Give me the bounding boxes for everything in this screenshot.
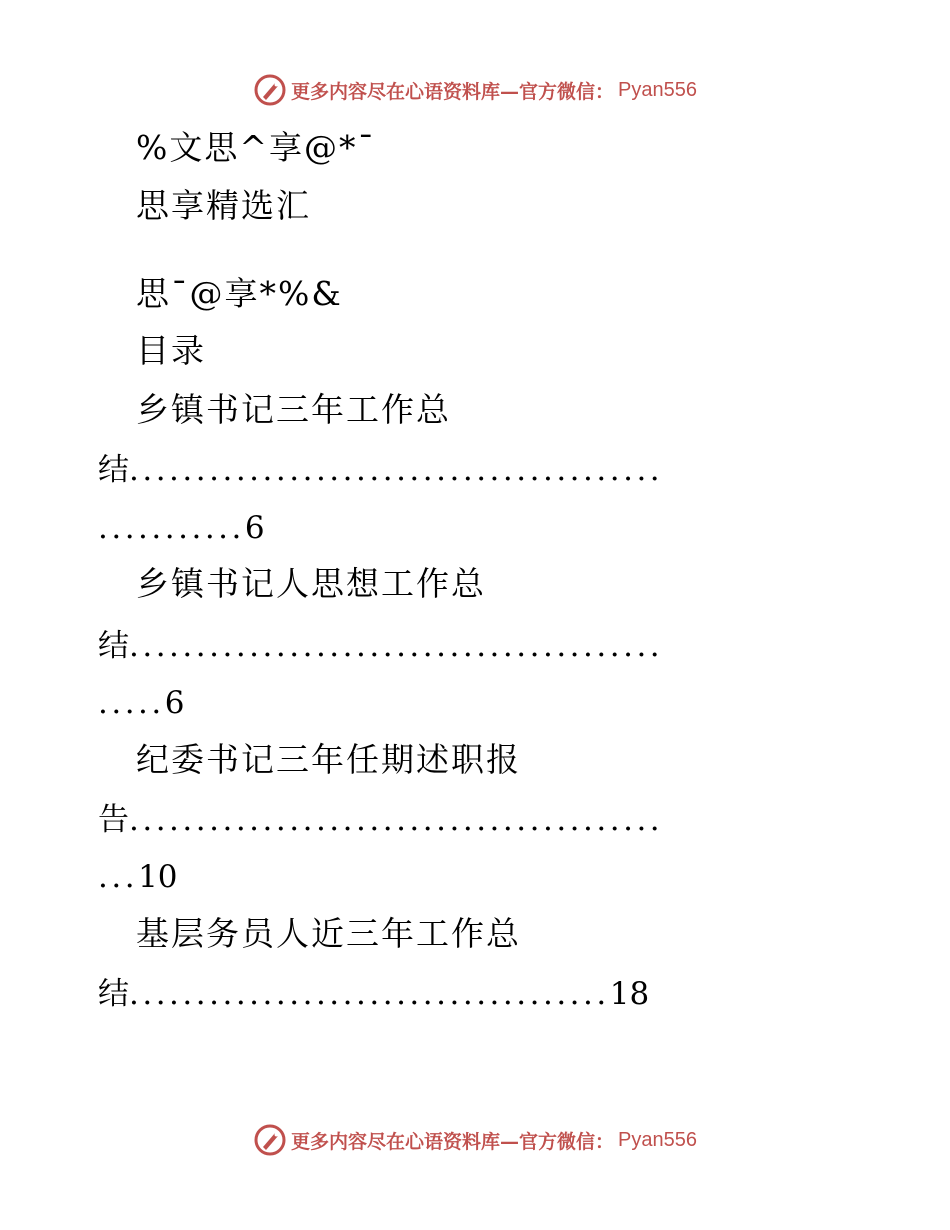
toc-entry-2-dots: ........................................	[129, 628, 664, 664]
header-line-1: %文思^享@*¯	[136, 128, 377, 167]
toc-entry-1-lead: 结	[98, 452, 129, 488]
toc-entry-3-leader-line	[98, 800, 848, 840]
toc-entry-2-lead: 结	[98, 628, 129, 664]
toc-entry-3-page-line	[98, 857, 848, 897]
toc-entry-3-dots: ........................................	[129, 802, 664, 838]
toc-entry-2-page-line	[98, 683, 848, 723]
toc-entry-4-title: 基层务员人近三年工作总	[136, 914, 521, 953]
toc-entry-3-lead: 告	[98, 802, 129, 838]
watermark-text-cn: 更多内容尽在心语资料库—官方微信：	[291, 80, 615, 103]
toc-entry-1-dots: ........................................	[129, 452, 664, 488]
toc-heading: 目录	[136, 331, 206, 370]
toc-entry-2-title: 乡镇书记人思想工作总	[136, 564, 486, 603]
toc-entry-1-leader-line	[98, 450, 848, 490]
toc-entry-1-page: 6	[244, 510, 265, 546]
toc-entry-2-dots-cont: .....	[98, 685, 165, 721]
toc-entry-2-page: 6	[164, 685, 185, 721]
toc-entry-3-page: 10	[138, 859, 178, 895]
toc-entry-1-page-line	[98, 508, 848, 548]
toc-entry-1-title: 乡镇书记三年工作总	[136, 390, 451, 429]
watermark-text-wechat-id: Pyan556	[618, 78, 697, 101]
watermark-inner	[253, 73, 697, 107]
footer-watermark	[0, 1120, 950, 1160]
toc-entry-4-lead: 结	[98, 976, 129, 1012]
toc-entry-4-page: 18	[609, 976, 650, 1012]
header-watermark	[0, 70, 950, 110]
header-line-2: 思享精选汇	[136, 186, 311, 225]
watermark-text-cn: 更多内容尽在心语资料库—官方微信：	[291, 1130, 615, 1153]
watermark-text-wechat-id: Pyan556	[618, 1128, 697, 1151]
header-line-3: 思¯@享*%&	[136, 274, 343, 313]
toc-entry-3-title: 纪委书记三年任期述职报	[136, 740, 521, 779]
pen-nib-logo-icon	[253, 73, 287, 107]
watermark-inner	[253, 1123, 697, 1157]
pen-nib-logo-icon	[253, 1123, 287, 1157]
toc-entry-4-leader-line	[98, 974, 848, 1014]
toc-entry-3-dots-cont: ...	[98, 859, 139, 895]
toc-entry-4-dots: ....................................	[129, 976, 610, 1012]
toc-entry-2-leader-line	[98, 626, 848, 666]
toc-entry-1-dots-cont: ...........	[98, 510, 245, 546]
